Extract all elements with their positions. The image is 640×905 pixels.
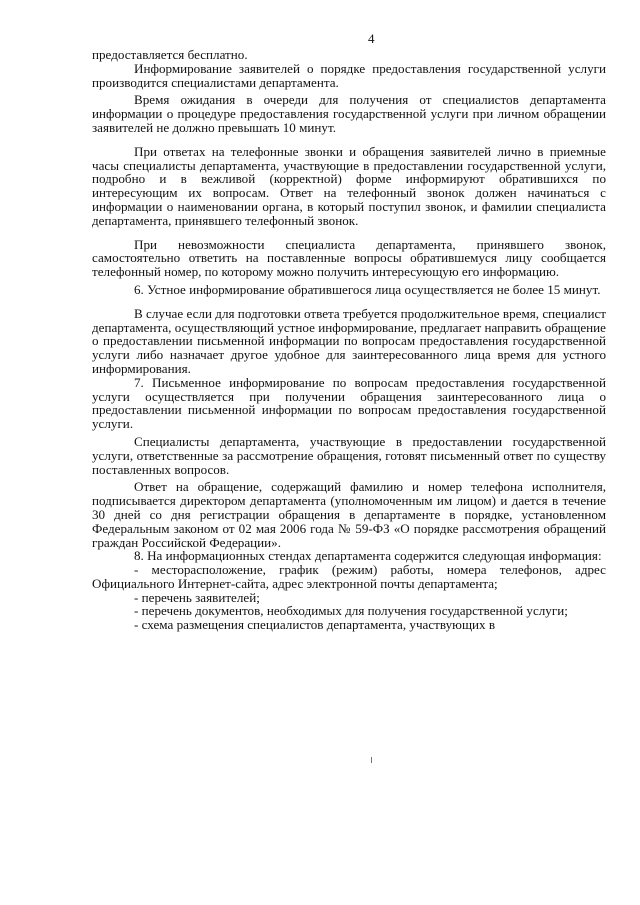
list-item-placement-scheme: - схема размещения специалистов департамента, участвующих в <box>134 617 496 633</box>
document-body <box>92 48 606 632</box>
paragraph-long-answer: В случае если для подготовки ответа требуется продолжительное время, специалист департамента, осуществляющий устное информирование, предлагает направить обращение о предоставлении письменной информации по вопросам предоставления государственной услуги либо назначает другое удобное для заинтересованного лица время для устного информирования. <box>92 305 606 376</box>
paragraph-specialists-prepare-answer: Специалисты департамента, участвующие в предоставлении государственной услуги, ответственные за рассмотрение обращения, готовят письменный ответ по существу поставленных вопросов. <box>92 433 606 477</box>
paragraph-phone-calls: При ответах на телефонные звонки и обращения заявителей лично в приемные часы специалисты департамента, участвующие в предоставлении государственной услуги, подробно и в вежливой (корректной) форме информируют обратившихся по интересующим их вопросам. Ответ на телефонный звонок должен начинаться с информации о наименовании органа, в который поступил звонок, и фамилии специалиста департамента, принявшего телефонный звонок. <box>92 143 606 228</box>
paragraph-answer-signing: Ответ на обращение, содержащий фамилию и номер телефона исполнителя, подписывается директором департамента (уполномоченным им лицом) и дается в течение 30 дней со дня регистрации обращения в департаменте в порядке, установленном Федеральным законом от 02 мая 2006 года № 59-ФЗ «О порядке рассмотрения обращений граждан Российской Федерации». <box>92 479 606 550</box>
paragraph-oral-informing-duration: 6. Устное информирование обратившегося лица осуществляется не более 15 минут. <box>134 281 601 297</box>
list-item-applicants: - перечень заявителей; <box>134 589 260 605</box>
paragraph-written-informing: 7. Письменное информирование по вопросам предоставления государственной услуги осуществляется при получении обращения заинтересованного лица о предоставлении письменной информации по вопросам предоставления государственной услуги. <box>92 374 606 432</box>
paragraph-free-of-charge: предоставляется бесплатно. <box>92 47 248 62</box>
paragraph-unable-to-answer: При невозможности специалиста департамента, принявшего звонок, самостоятельно ответить на поставленные вопросы обратившемуся лицу сообщается телефонный номер, по которому можно получить интересующую его информацию. <box>92 236 606 280</box>
paragraph-info-stands: 8. На информационных стендах департамента содержится следующая информация: <box>134 548 602 564</box>
list-item-location: - месторасположение, график (режим) работы, номера телефонов, адрес Официального Интернет-сайта, адрес электронной почты департамента; <box>92 562 606 591</box>
paragraph-waiting-time: Время ожидания в очереди для получения от специалистов департамента информации о процедуре предоставления государственной услуги при личном обращении заявителей не должно превышать 10 минут. <box>92 92 606 135</box>
scan-artifact <box>371 757 372 763</box>
page-number: 4 <box>368 31 375 46</box>
paragraph-informing-by-specialists: Информирование заявителей о порядке предоставления государственной услуги производится специалистами департамента. <box>92 60 606 90</box>
list-item-documents: - перечень документов, необходимых для получения государственной услуги; <box>134 603 568 619</box>
